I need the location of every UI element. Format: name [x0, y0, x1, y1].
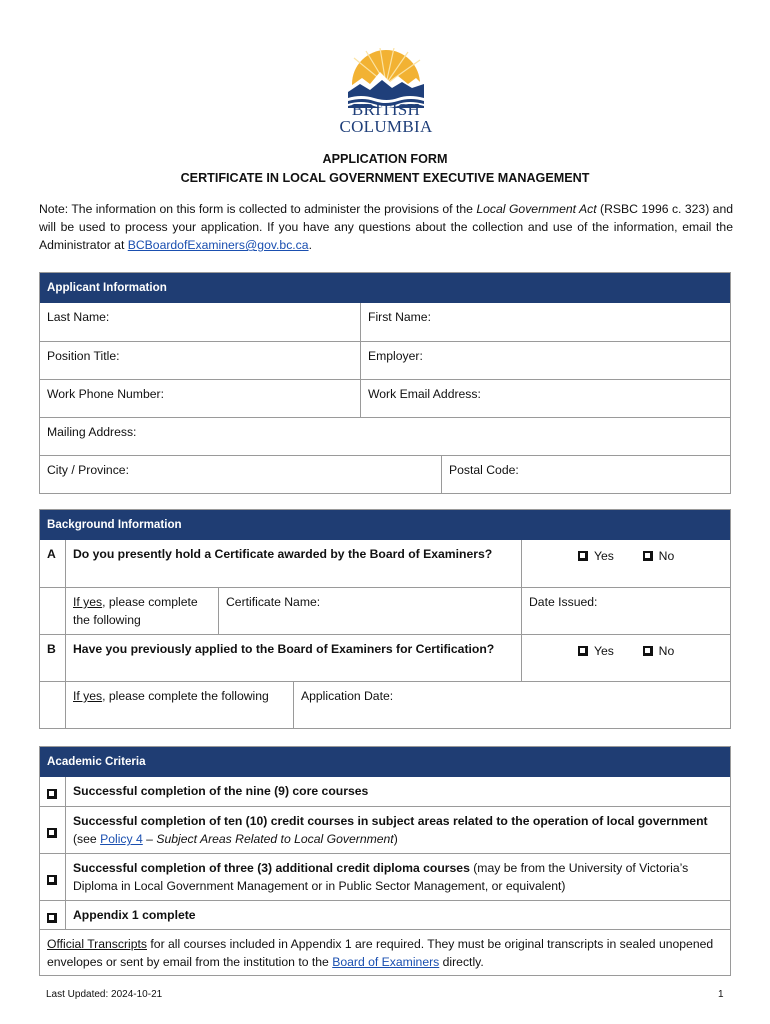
item2-italic: Subject Areas Related to Local Government — [156, 832, 394, 846]
if-yes-b-text — [66, 682, 293, 728]
admin-email-link[interactable]: BCBoardofExaminers@gov.bc.ca — [127, 238, 309, 252]
checkbox-icon[interactable] — [643, 646, 653, 656]
question-b-options — [522, 635, 730, 681]
question-b-text: Have you previously applied to the Board of Examiners for Certification? — [73, 642, 495, 656]
checkbox-icon[interactable] — [578, 646, 588, 656]
if-yes-underlined: If yes — [73, 595, 103, 609]
transcripts-note — [40, 930, 730, 975]
yes-label: Yes — [594, 549, 614, 563]
sun-mountain-icon — [336, 48, 436, 108]
item2-close: ) — [393, 832, 398, 846]
mailing-address-field[interactable] — [40, 418, 730, 455]
question-b-yes[interactable] — [578, 644, 614, 658]
checkbox-icon[interactable] — [47, 789, 57, 799]
official-transcripts-text: Official Transcripts — [47, 937, 148, 951]
item3-rest: (may be from the University of Victoria’s Diploma in Local Government Management or in Public Sector Management, or equivalent) — [73, 861, 689, 893]
logo-text-line1: BRITISH — [351, 100, 421, 119]
policy-4-link[interactable]: Policy 4 — [100, 832, 143, 846]
checkbox-icon[interactable] — [47, 913, 57, 923]
if-yes-a-text — [66, 588, 218, 634]
note-text-3: . — [308, 238, 312, 252]
if-yes-rest: , please complete the following — [73, 595, 198, 627]
item3-checkbox[interactable] — [40, 854, 65, 900]
yes-label: Yes — [594, 644, 614, 658]
question-a-no[interactable] — [643, 549, 675, 563]
checkbox-icon[interactable] — [47, 828, 57, 838]
note-text-2: (RSBC 1996 c. 323) and will be used to process your application. If you have any questions about the collection and use of the information, email the Administrator at — [39, 202, 734, 252]
item3-bold-text: Successful completion of three (3) additional credit diploma courses — [73, 861, 470, 875]
question-a-text: Do you presently hold a Certificate awarded by the Board of Examiners? — [73, 547, 493, 561]
privacy-note — [39, 200, 733, 254]
core-courses-item: Successful completion of the nine (9) core courses — [73, 784, 369, 798]
first-name-field[interactable] — [361, 303, 730, 341]
item2-checkbox[interactable] — [40, 807, 65, 853]
postal-code-label: Postal Code: — [449, 463, 519, 477]
credit-courses-item — [66, 807, 730, 853]
certificate-name-label: Certificate Name: — [226, 595, 321, 609]
no-label: No — [658, 644, 675, 658]
first-name-label: First Name: — [368, 310, 431, 324]
form-subtitle: CERTIFICATE IN LOCAL GOVERNMENT EXECUTIVE MANAGEMENT — [180, 171, 590, 185]
board-of-examiners-link[interactable]: Board of Examiners — [332, 955, 440, 969]
position-title-label: Position Title: — [47, 349, 120, 363]
form-title: APPLICATION FORM — [322, 152, 448, 166]
application-date-label: Application Date: — [301, 689, 394, 703]
date-issued-field[interactable] — [522, 588, 730, 634]
section-heading: Academic Criteria — [40, 747, 730, 777]
last-name-field[interactable] — [40, 303, 360, 341]
question-b-letter: B — [47, 642, 56, 656]
question-b-no[interactable] — [643, 644, 675, 658]
bc-logo — [336, 48, 436, 140]
appendix-item: Appendix 1 complete — [73, 908, 196, 922]
no-label: No — [658, 549, 675, 563]
employer-label: Employer: — [368, 349, 423, 363]
date-issued-label: Date Issued: — [529, 595, 598, 609]
item4-checkbox[interactable] — [40, 901, 65, 929]
if-yes-rest: , please complete the following — [102, 689, 269, 703]
applicant-information-section — [39, 272, 731, 494]
work-email-field[interactable] — [361, 380, 730, 417]
work-phone-field[interactable] — [40, 380, 360, 417]
checkbox-icon[interactable] — [643, 551, 653, 561]
section-heading: Applicant Information — [40, 273, 730, 303]
academic-criteria-section — [39, 746, 731, 976]
question-a-options — [522, 540, 730, 587]
page-number: 1 — [718, 989, 724, 1000]
background-information-section — [39, 509, 731, 729]
application-date-field[interactable] — [294, 682, 730, 728]
city-province-field[interactable] — [40, 456, 441, 493]
if-yes-underlined: If yes — [73, 689, 103, 703]
item2-dash: – — [142, 832, 157, 846]
work-phone-label: Work Phone Number: — [47, 387, 164, 401]
certificate-name-field[interactable] — [219, 588, 521, 634]
mailing-address-label: Mailing Address: — [47, 425, 137, 439]
last-updated: Last Updated: 2024-10-21 — [46, 989, 163, 1000]
checkbox-icon[interactable] — [578, 551, 588, 561]
note-text-1: Note: The information on this form is collected to administer the provisions of the — [39, 202, 477, 216]
employer-field[interactable] — [361, 342, 730, 379]
last-name-label: Last Name: — [47, 310, 110, 324]
checkbox-icon[interactable] — [47, 875, 57, 885]
transcripts-end: directly. — [439, 955, 484, 969]
section-heading: Background Information — [40, 510, 730, 540]
item2-see: (see — [73, 832, 101, 846]
note-act: Local Government Act — [476, 202, 597, 216]
question-a-yes[interactable] — [578, 549, 614, 563]
diploma-courses-item — [66, 854, 730, 900]
item2-bold-text: Successful completion of ten (10) credit courses in subject areas related to the operation of local government — [73, 814, 708, 828]
item1-checkbox[interactable] — [40, 777, 65, 806]
city-province-label: City / Province: — [47, 463, 129, 477]
transcripts-text: for all courses included in Appendix 1 are required. They must be original transcripts in sealed unopened envelopes or sent by email from the institution to the — [47, 937, 714, 969]
postal-code-field[interactable] — [442, 456, 730, 493]
work-email-label: Work Email Address: — [368, 387, 481, 401]
logo-text-line2: COLUMBIA — [339, 117, 433, 136]
question-a-letter: A — [47, 547, 56, 561]
position-title-field[interactable] — [40, 342, 360, 379]
